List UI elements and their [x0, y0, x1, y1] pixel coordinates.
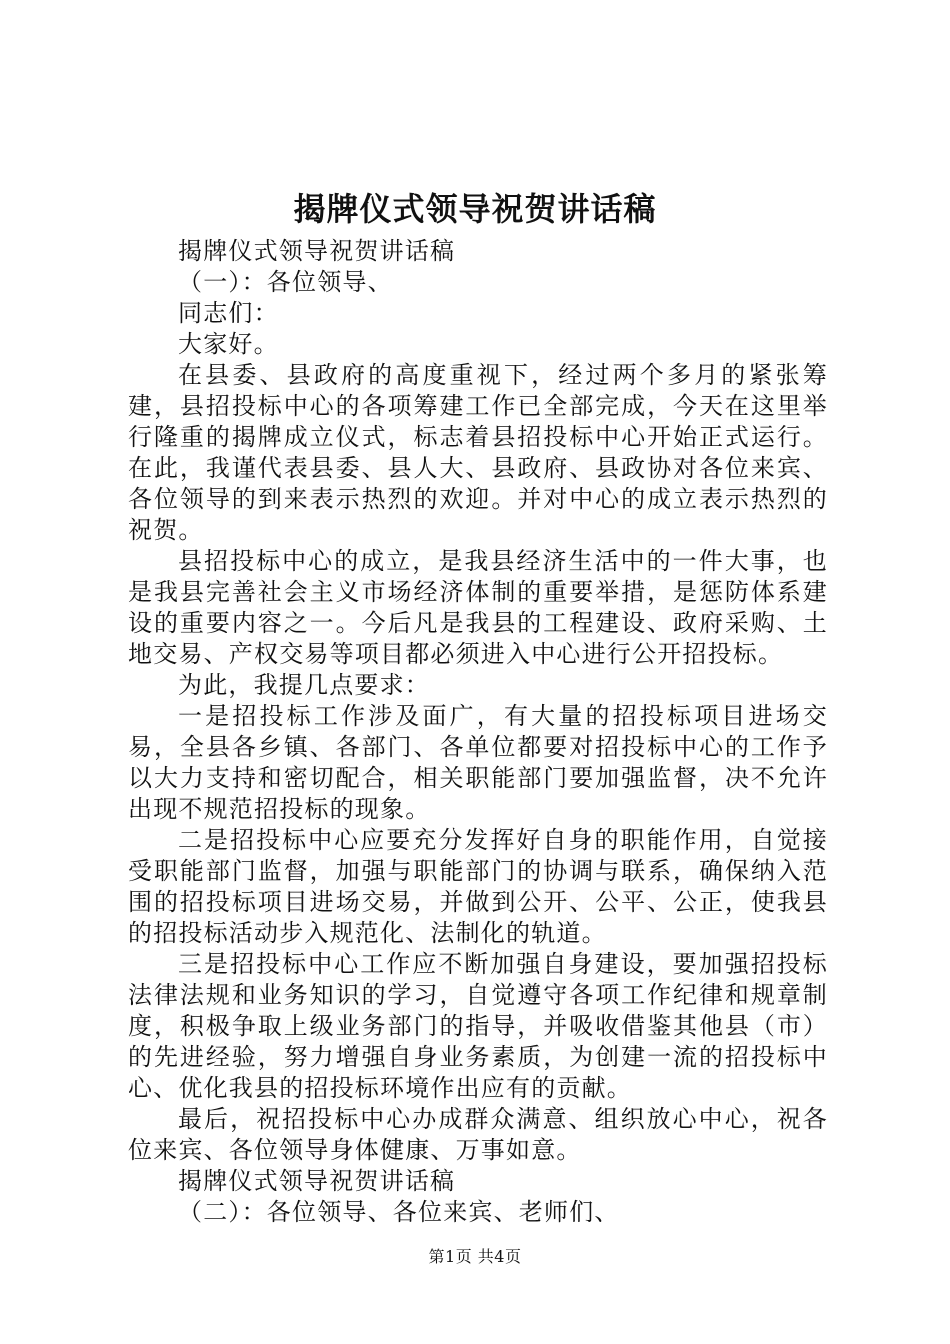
paragraph: 在县委、县政府的高度重视下，经过两个多月的紧张筹建，县招投标中心的各项筹建工作已全部完成，今天在这里举行隆重的揭牌成立仪式，标志着县招投标中心开始正式运行。在此，我谨代表县委、县人大、县政府、县政协对各位来宾、各位领导的到来表示热烈的欢迎。并对中心的成立表示热烈的祝贺。 [128, 361, 828, 544]
document-title: 揭牌仪式领导祝贺讲话稿 [293, 190, 657, 228]
paragraph: 最后，祝招投标中心办成群众满意、组织放心中心，祝各位来宾、各位领导身体健康、万事如意。 [128, 1105, 828, 1164]
paragraph: 揭牌仪式领导祝贺讲话稿 [178, 1167, 456, 1195]
paragraph: 二是招投标中心应要充分发挥好自身的职能作用，自觉接受职能部门监督，加强与职能部门的协调与联系，确保纳入范围的招投标项目进场交易，并做到公开、公平、公正，使我县的招投标活动步入规范化、法制化的轨道。 [128, 826, 828, 947]
paragraph: 揭牌仪式领导祝贺讲话稿 [178, 237, 456, 265]
paragraph: 县招投标中心的成立，是我县经济生活中的一件大事，也是我县完善社会主义市场经济体制的重要举措，是惩防体系建设的重要内容之一。今后凡是我县的工程建设、政府采购、土地交易、产权交易等项目都必须进入中心进行公开招投标。 [128, 547, 828, 668]
paragraph: 一是招投标工作涉及面广，有大量的招投标项目进场交易，全县各乡镇、各部门、各单位都要对招投标中心的工作予以大力支持和密切配合，相关职能部门要加强监督，决不允许出现不规范招投标的现象。 [128, 702, 828, 823]
paragraph: 三是招投标中心工作应不断加强自身建设，要加强招投标法律法规和业务知识的学习，自觉遵守各项工作纪律和规章制度，积极争取上级业务部门的指导，并吸收借鉴其他县（市）的先进经验，努力增强自身业务素质，为创建一流的招投标中心、优化我县的招投标环境作出应有的贡献。 [128, 950, 828, 1102]
page-number-footer: 第1页 共4页 [428, 1247, 522, 1266]
paragraph: 同志们： [178, 299, 279, 327]
paragraph: 为此，我提几点要求： [178, 671, 430, 699]
paragraph: （一）：各位领导、 [178, 268, 393, 296]
paragraph: 大家好。 [178, 330, 279, 358]
paragraph: （二）：各位领导、各位来宾、老师们、 [178, 1198, 620, 1226]
document-body [128, 236, 828, 1228]
